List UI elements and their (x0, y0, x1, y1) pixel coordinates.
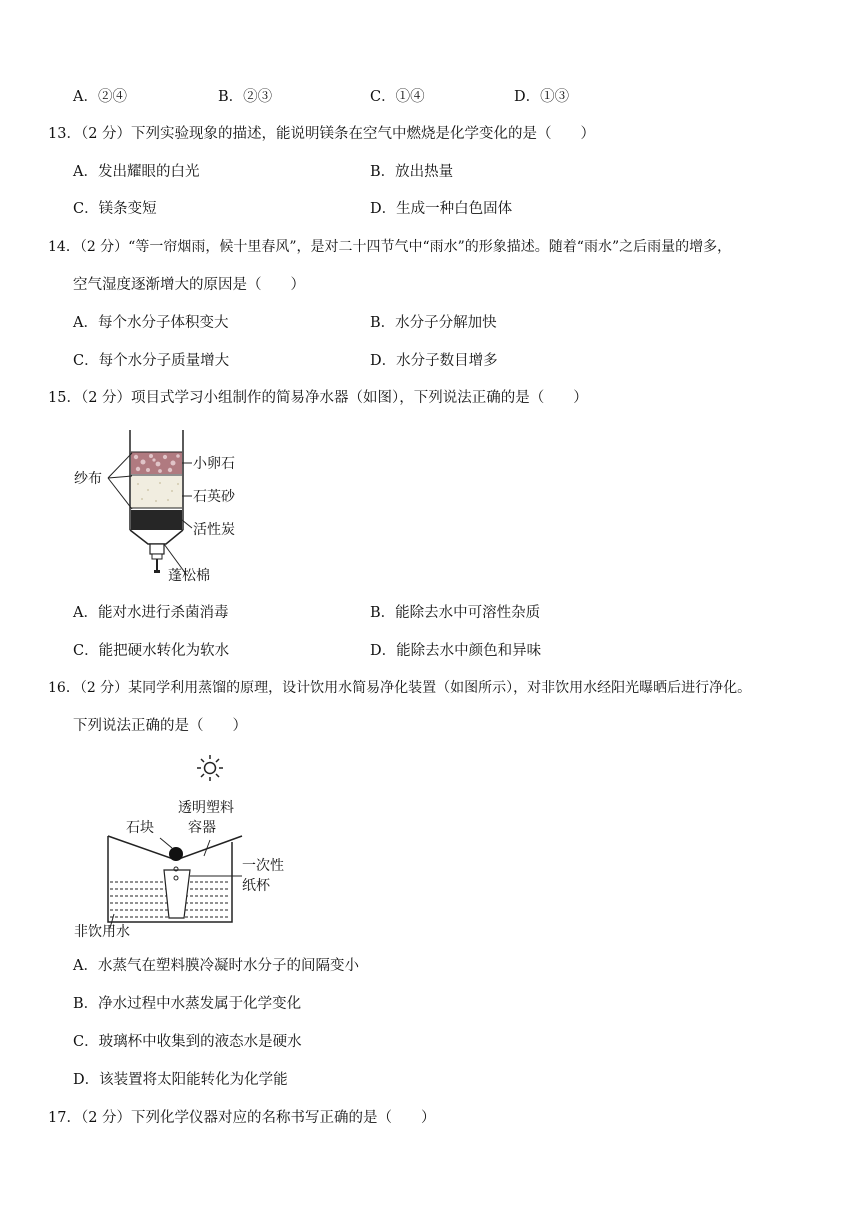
label-cup-2: 纸杯 (242, 878, 270, 894)
water-filter-figure (68, 428, 253, 588)
carbon-layer (131, 510, 182, 530)
q14-option-d: D．水分子数目增多 (370, 353, 498, 369)
q14-stem-line2: 空气湿度逐渐增大的原因是（ ） (73, 277, 305, 293)
label-cup-1: 一次性 (242, 858, 284, 874)
label-water: 非饮用水 (74, 924, 130, 940)
q15-option-a: A．能对水进行杀菌消毒 (73, 605, 229, 621)
q15-option-c: C．能把硬水转化为软水 (73, 643, 230, 659)
q14-option-a: A．每个水分子体积变大 (73, 315, 229, 331)
q17-stem: 17．（2 分）下列化学仪器对应的名称书写正确的是（ ） (48, 1110, 436, 1126)
q16-stem-line2: 下列说法正确的是（ ） (73, 718, 247, 734)
q13-option-b: B．放出热量 (370, 164, 454, 180)
sun-icon (197, 755, 223, 781)
q12-option-c: C．①④ (370, 89, 425, 105)
q15-option-d: D．能除去水中颜色和异味 (370, 643, 542, 659)
stone (169, 847, 183, 861)
q16-option-d: D．该装置将太阳能转化为化学能 (73, 1072, 288, 1088)
label-carbon: 活性炭 (193, 522, 235, 538)
label-quartz: 石英砂 (193, 489, 235, 505)
q14-option-c: C．每个水分子质量增大 (73, 353, 230, 369)
label-pebbles: 小卵石 (193, 456, 235, 472)
q16-option-b: B．净水过程中水蒸发属于化学变化 (73, 996, 302, 1012)
q13-option-d: D．生成一种白色固体 (370, 201, 513, 217)
q12-option-d: D．①③ (514, 89, 570, 105)
q16-option-a: A．水蒸气在塑料膜冷凝时水分子的间隔变小 (73, 958, 359, 974)
quartz-layer (131, 476, 182, 508)
q12-option-b: B．②③ (218, 89, 273, 105)
q16-option-c: C．玻璃杯中收集到的液态水是硬水 (73, 1034, 302, 1050)
distillation-figure (70, 752, 300, 942)
label-stone: 石块 (126, 820, 154, 836)
q16-stem-line1: 16．（2 分）某同学利用蒸馏的原理，设计饮用水简易净化装置（如图所示），对非饮用水经阳光曝晒后进行净化。 (48, 680, 752, 696)
q15-stem: 15．（2 分）项目式学习小组制作的简易净水器（如图），下列说法正确的是（ ） (48, 390, 588, 406)
q13-option-c: C．镁条变短 (73, 201, 157, 217)
q12-option-a: A．②④ (73, 89, 127, 105)
q13-stem: 13．（2 分）下列实验现象的描述，能说明镁条在空气中燃烧是化学变化的是（ ） (48, 126, 596, 142)
q15-option-b: B．能除去水中可溶性杂质 (370, 605, 541, 621)
label-gauze: 纱布 (74, 471, 102, 487)
q14-option-b: B．水分子分解加快 (370, 315, 497, 331)
label-container-2: 容器 (188, 820, 216, 836)
label-container-1: 透明塑料 (178, 800, 234, 816)
q13-option-a: A．发出耀眼的白光 (73, 164, 200, 180)
paper-cup (164, 870, 190, 918)
label-cotton: 蓬松棉 (168, 568, 210, 584)
q14-stem-line1: 14．（2 分）“等一帘烟雨，候十里春风”，是对二十四节气中“雨水”的形象描述。随着“雨水”之后雨量的增多， (48, 239, 732, 255)
